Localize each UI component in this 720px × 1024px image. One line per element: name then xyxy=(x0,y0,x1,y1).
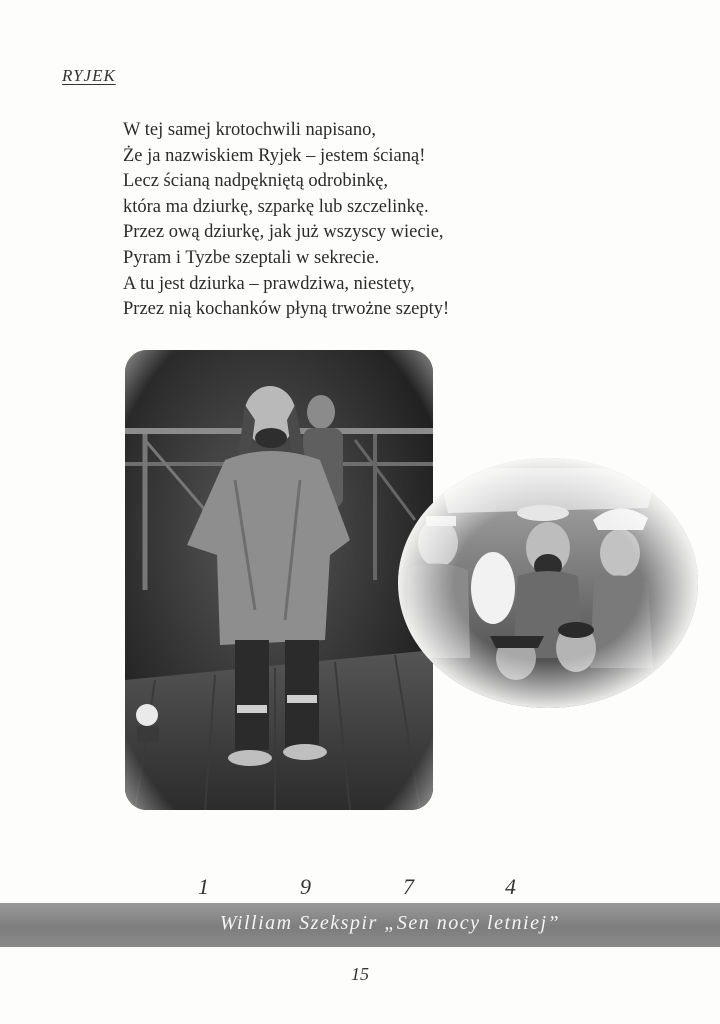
title-banner xyxy=(0,903,720,947)
page-number: 15 xyxy=(351,964,369,984)
year-digit: 1 xyxy=(198,874,209,899)
character-name: RYJEK xyxy=(62,66,116,85)
poem-line: Lecz ścianą nadpękniętą odrobinkę, xyxy=(123,171,389,192)
poem-line: A tu jest dziurka – prawdziwa, niestety, xyxy=(123,273,415,294)
poem-line: W tej samej krotochwili napisano, xyxy=(123,120,376,140)
banner-title: William Szekspir „Sen nocy letniej” xyxy=(219,912,561,934)
poem xyxy=(123,118,449,323)
year xyxy=(0,874,720,904)
year-digit: 9 xyxy=(300,874,311,899)
poem-line: Pyram i Tyzbe szeptali w sekrecie. xyxy=(123,247,380,268)
poem-line: Przez nią kochanków płyną trwożne szepty! xyxy=(123,299,450,320)
poem-line: Że ja nazwiskiem Ryjek – jestem ścianą! xyxy=(123,145,426,166)
year-digit: 7 xyxy=(403,874,414,899)
year-digit: 4 xyxy=(505,874,516,899)
poem-line: która ma dziurkę, szparkę lub szczelinkę. xyxy=(123,196,429,217)
group-photo xyxy=(398,458,698,708)
poem-line: Przez ową dziurkę, jak już wszyscy wiecie, xyxy=(123,222,444,243)
stage-photo xyxy=(125,350,433,810)
